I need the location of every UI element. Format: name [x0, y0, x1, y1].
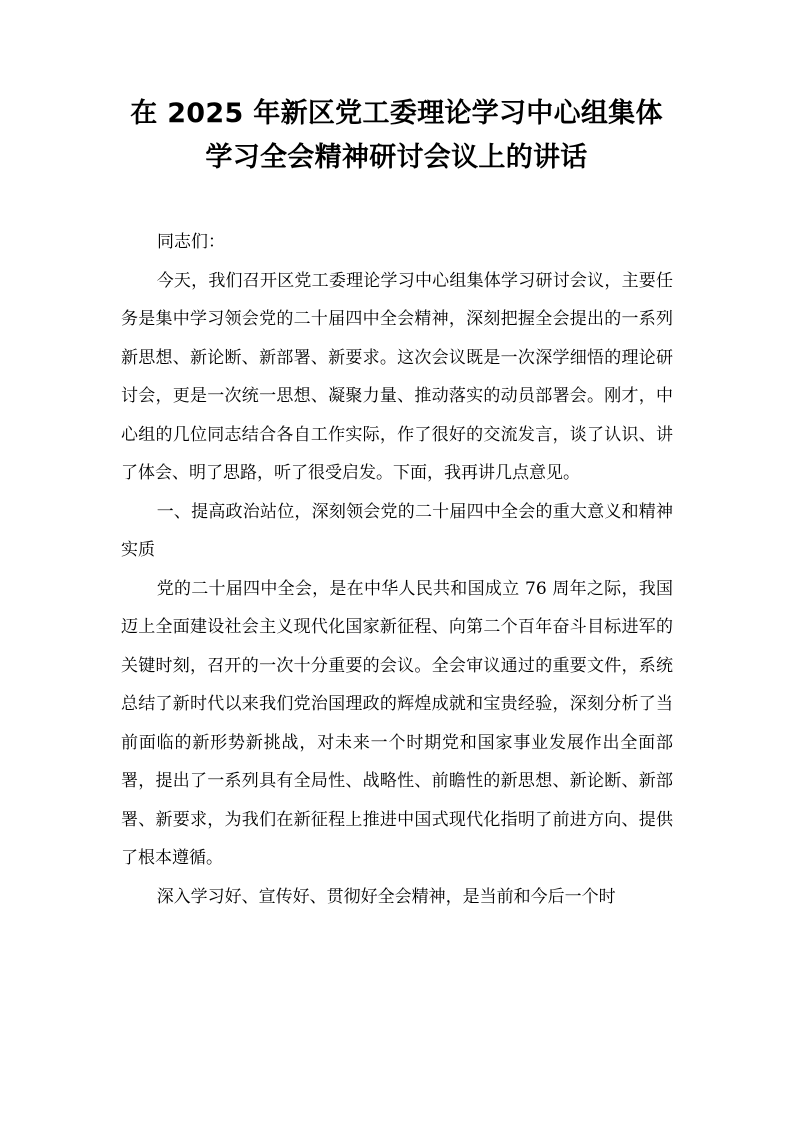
section-heading-1: 一、提高政治站位，深刻领会党的二十届四中全会的重大意义和精神实质: [121, 501, 673, 560]
salutation: 同志们：: [157, 232, 225, 252]
title-line-1: 在 2025 年新区党工委理论学习中心组集体: [130, 98, 663, 129]
document-title: [90, 92, 703, 180]
paragraph-intro: 今天，我们召开区党工委理论学习中心组集体学习研讨会议，主要任务是集中学习领会党的二十届四中全会精神，深刻把握全会提出的一系列新思想、新论断、新部署、新要求。这次会议既是一次深学细悟的理论研讨会，更是一次统一思想、凝聚力量、推动落实的动员部署会。刚才，中心组的几位同志结合各自工作实际，作了很好的交流发言，谈了认识、讲了体会、明了思路，听了很受启发。下面，我再讲几点意见。: [121, 270, 673, 483]
document-body: [121, 223, 673, 916]
title-line-2: 学习全会精神研讨会议上的讲话: [205, 142, 588, 173]
paragraph-study-task: 深入学习好、宣传好、贯彻好全会精神，是当前和今后一个时: [156, 886, 616, 907]
paragraph-plenum-significance: 党的二十届四中全会，是在中华人民共和国成立 76 周年之际，我国迈上全面建设社会主义现代化国家新征程、向第二个百年奋斗目标进军的关键时刻，召开的一次十分重要的会议。全会审议通过的重要文件，系统总结了新时代以来我们党治国理政的辉煌成就和宝贵经验，深刻分析了当前面临的新形势新挑战，对未来一个时期党和国家事业发展作出全面部署，提出了一系列具有全局性、战略性、前瞻性的新思想、新论断、新部署、新要求，为我们在新征程上推进中国式现代化指明了前进方向、提供了根本遵循。: [121, 578, 673, 868]
